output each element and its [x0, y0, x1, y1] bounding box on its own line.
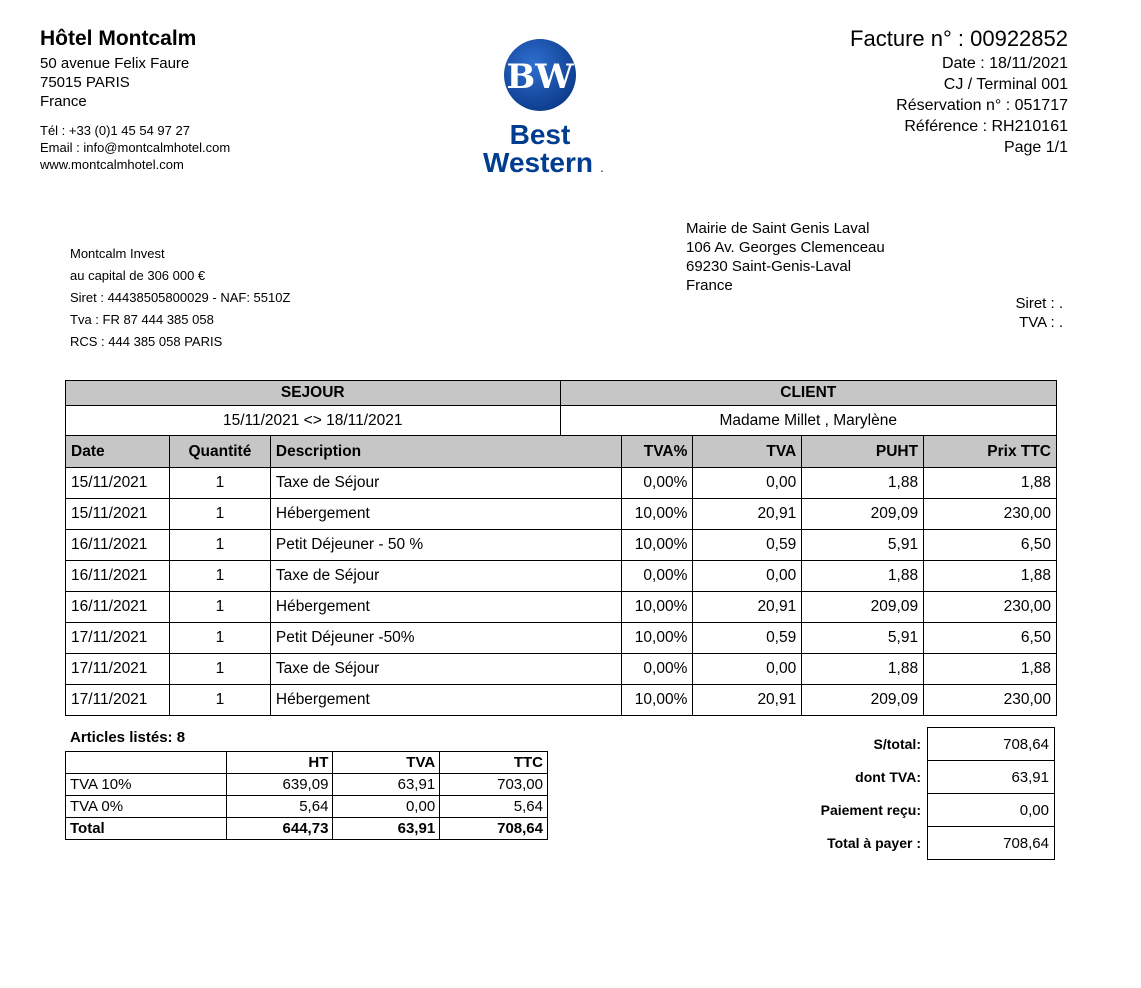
subtotal-value: 708,64 — [928, 728, 1055, 761]
vat-total-tva: 63,91 — [333, 818, 440, 840]
line-tva-pct: 10,00% — [622, 623, 693, 654]
company-line: Siret : 44438505800029 - NAF: 5510Z — [70, 290, 291, 305]
invoice-page: Page 1/1 — [1003, 139, 1068, 156]
line-tva: 20,91 — [693, 499, 802, 530]
invoice-meta — [896, 53, 1068, 158]
line-tva: 0,59 — [693, 623, 802, 654]
line-tva-pct: 0,00% — [622, 654, 693, 685]
vat-total-ht: 644,73 — [226, 818, 333, 840]
line-description: Petit Déjeuner -50% — [270, 623, 622, 654]
total-due-label: Total à payer : — [827, 835, 921, 851]
line-quantity: 1 — [169, 468, 270, 499]
invoice-terminal: CJ / Terminal 001 — [943, 76, 1068, 93]
line-puht: 209,09 — [802, 685, 924, 716]
line-puht: 1,88 — [802, 654, 924, 685]
line-prix-ttc: 1,88 — [924, 468, 1057, 499]
line-tva-pct: 10,00% — [622, 530, 693, 561]
logo-mark: . — [600, 159, 604, 175]
invoice-line-row — [66, 685, 1057, 716]
line-quantity: 1 — [169, 530, 270, 561]
client-address-line: France — [686, 277, 733, 294]
line-puht: 1,88 — [802, 468, 924, 499]
client-header: CLIENT — [560, 381, 1057, 406]
col-tva: TVA — [693, 436, 802, 468]
line-quantity: 1 — [169, 685, 270, 716]
invoice-reference: Référence : RH210161 — [904, 118, 1068, 135]
line-description: Petit Déjeuner - 50 % — [270, 530, 622, 561]
line-tva: 0,59 — [693, 530, 802, 561]
line-prix-ttc: 1,88 — [924, 561, 1057, 592]
line-date: 16/11/2021 — [66, 530, 170, 561]
company-line: Tva : FR 87 444 385 058 — [70, 312, 214, 327]
hotel-website: www.montcalmhotel.com — [40, 157, 184, 172]
line-prix-ttc: 6,50 — [924, 530, 1057, 561]
line-quantity: 1 — [169, 561, 270, 592]
invoice-lines-table — [65, 380, 1057, 716]
hotel-email: Email : info@montcalmhotel.com — [40, 140, 231, 155]
vat-row-ht: 639,09 — [226, 774, 333, 796]
invoice-line-row — [66, 623, 1057, 654]
line-date: 16/11/2021 — [66, 561, 170, 592]
line-description: Hébergement — [270, 499, 622, 530]
hotel-address-line: France — [40, 93, 87, 110]
line-tva: 20,91 — [693, 685, 802, 716]
line-prix-ttc: 230,00 — [924, 499, 1057, 530]
line-tva: 0,00 — [693, 654, 802, 685]
line-date: 17/11/2021 — [66, 623, 170, 654]
col-description: Description — [270, 436, 622, 468]
total-due-value: 708,64 — [928, 827, 1055, 860]
col-puht: PUHT — [802, 436, 924, 468]
client-address-line: 69230 Saint-Genis-Laval — [686, 258, 852, 275]
company-line: Montcalm Invest — [70, 246, 165, 261]
col-tva-pct: TVA% — [622, 436, 693, 468]
vat-included-label: dont TVA: — [855, 769, 921, 785]
line-description: Taxe de Séjour — [270, 654, 622, 685]
line-quantity: 1 — [169, 499, 270, 530]
client-address-line: Mairie de Saint Genis Laval — [686, 220, 870, 237]
line-puht: 209,09 — [802, 592, 924, 623]
line-quantity: 1 — [169, 623, 270, 654]
invoice-line-row — [66, 592, 1057, 623]
line-description: Taxe de Séjour — [270, 468, 622, 499]
vat-row-label: TVA 0% — [66, 796, 227, 818]
vat-row — [66, 796, 548, 818]
col-prix-ttc: Prix TTC — [924, 436, 1057, 468]
invoice-line-row — [66, 530, 1057, 561]
payment-received-value: 0,00 — [928, 794, 1055, 827]
line-description: Taxe de Séjour — [270, 561, 622, 592]
vat-summary-table — [65, 751, 548, 840]
totals-block — [780, 727, 1055, 860]
best-western-logo — [474, 38, 614, 180]
invoice-line-row — [66, 561, 1057, 592]
vat-total-ttc: 708,64 — [440, 818, 548, 840]
hotel-contact — [40, 122, 230, 173]
invoice-number: Facture n° : 00922852 — [850, 26, 1068, 51]
hotel-address-line: 75015 PARIS — [40, 74, 130, 91]
line-prix-ttc: 230,00 — [924, 592, 1057, 623]
line-puht: 5,91 — [802, 530, 924, 561]
vat-head-tva: TVA — [333, 752, 440, 774]
client-name: Madame Millet , Marylène — [560, 406, 1057, 436]
logo-monogram: BW — [506, 57, 574, 97]
col-quantity: Quantité — [169, 436, 270, 468]
line-prix-ttc: 6,50 — [924, 623, 1057, 654]
line-puht: 5,91 — [802, 623, 924, 654]
line-description: Hébergement — [270, 592, 622, 623]
sejour-header: SEJOUR — [66, 381, 561, 406]
vat-row-ttc: 703,00 — [440, 774, 548, 796]
hotel-address-line: 50 avenue Felix Faure — [40, 55, 190, 72]
line-tva-pct: 10,00% — [622, 685, 693, 716]
sejour-dates: 15/11/2021 <> 18/11/2021 — [66, 406, 561, 436]
line-puht: 209,09 — [802, 499, 924, 530]
line-tva: 0,00 — [693, 561, 802, 592]
logo-line2: Western — [483, 147, 593, 178]
client-siret: Siret : . — [1015, 295, 1063, 312]
company-info — [70, 243, 290, 353]
col-date: Date — [66, 436, 170, 468]
line-description: Hébergement — [270, 685, 622, 716]
line-quantity: 1 — [169, 592, 270, 623]
vat-row-ttc: 5,64 — [440, 796, 548, 818]
invoice-line-row — [66, 654, 1057, 685]
invoice-reservation: Réservation n° : 051717 — [896, 97, 1068, 114]
line-tva: 0,00 — [693, 468, 802, 499]
vat-row-label: TVA 10% — [66, 774, 227, 796]
line-tva-pct: 0,00% — [622, 561, 693, 592]
line-date: 15/11/2021 — [66, 468, 170, 499]
client-tva: TVA : . — [1019, 314, 1063, 331]
invoice-date: Date : 18/11/2021 — [941, 55, 1068, 72]
vat-head-ttc: TTC — [440, 752, 548, 774]
line-tva: 20,91 — [693, 592, 802, 623]
hotel-name: Hôtel Montcalm — [40, 27, 197, 50]
line-date: 15/11/2021 — [66, 499, 170, 530]
line-date: 17/11/2021 — [66, 654, 170, 685]
articles-count: Articles listés: 8 — [70, 729, 186, 746]
vat-row — [66, 774, 548, 796]
invoice-line-row — [66, 499, 1057, 530]
vat-total-row — [66, 818, 548, 840]
line-date: 16/11/2021 — [66, 592, 170, 623]
line-prix-ttc: 230,00 — [924, 685, 1057, 716]
hotel-address — [40, 54, 189, 111]
invoice-line-row — [66, 468, 1057, 499]
line-tva-pct: 0,00% — [622, 468, 693, 499]
vat-row-tva: 0,00 — [333, 796, 440, 818]
logo-line1: Best — [509, 119, 571, 150]
client-ids — [1015, 294, 1063, 332]
client-address — [686, 219, 885, 295]
line-tva-pct: 10,00% — [622, 499, 693, 530]
vat-row-tva: 63,91 — [333, 774, 440, 796]
line-quantity: 1 — [169, 654, 270, 685]
subtotal-label: S/total: — [873, 736, 921, 752]
payment-received-label: Paiement reçu: — [820, 802, 921, 818]
line-puht: 1,88 — [802, 561, 924, 592]
company-line: RCS : 444 385 058 PARIS — [70, 334, 223, 349]
line-tva-pct: 10,00% — [622, 592, 693, 623]
vat-row-ht: 5,64 — [226, 796, 333, 818]
line-prix-ttc: 1,88 — [924, 654, 1057, 685]
vat-head-blank — [66, 752, 227, 774]
hotel-phone: Tél : +33 (0)1 45 54 97 27 — [40, 123, 190, 138]
vat-included-value: 63,91 — [928, 761, 1055, 794]
line-date: 17/11/2021 — [66, 685, 170, 716]
vat-head-ht: HT — [226, 752, 333, 774]
company-line: au capital de 306 000 € — [70, 268, 206, 283]
client-address-line: 106 Av. Georges Clemenceau — [686, 239, 885, 256]
vat-total-label: Total — [66, 818, 227, 840]
